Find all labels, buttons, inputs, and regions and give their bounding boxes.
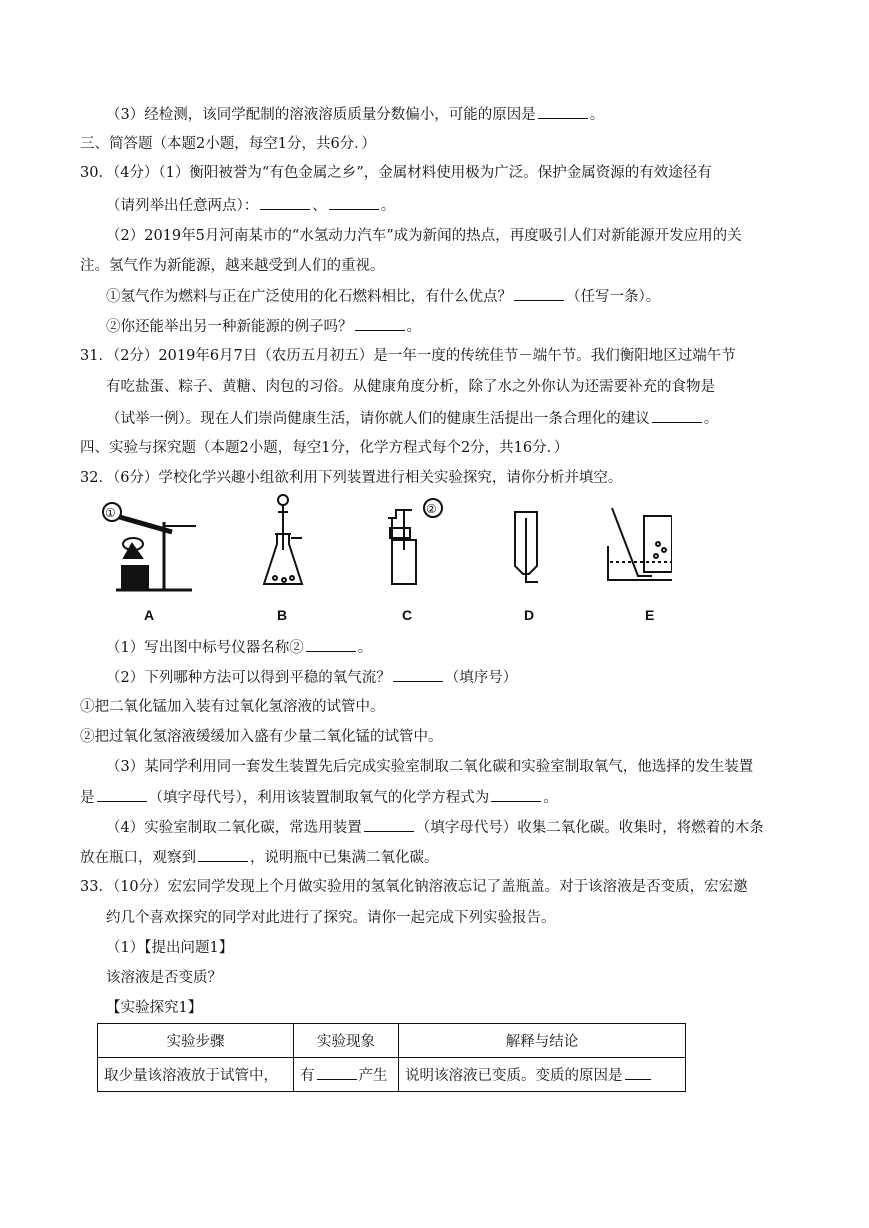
q30-line-2: （请列举出任意两点）： 、 。 — [106, 195, 395, 216]
apparatus-b — [264, 495, 302, 584]
q32-option-1: ①把二氧化锰加入装有过氧化氢溶液的试管中。 — [80, 699, 385, 715]
answer-blank[interactable] — [260, 195, 310, 210]
label-a: A — [144, 607, 155, 623]
answer-blank[interactable] — [538, 104, 588, 119]
table-header: 实验现象 — [294, 1024, 399, 1058]
table-header: 实验步骤 — [98, 1024, 294, 1058]
q30-line-5: ①氢气作为燃料与正在广泛使用的化石燃料相比，有什么优点？ （任写一条）。 — [106, 286, 660, 307]
q30-line-3: （2）2019年5月河南某市的“水氢动力汽车”成为新闻的热点，再度吸引人们对新能源开发应用的关 — [106, 228, 742, 244]
table-cell-phenomenon: 有 产生 — [294, 1058, 399, 1092]
answer-blank[interactable] — [97, 787, 147, 802]
table-cell-conclusion: 说明该溶液已变质。变质的原因是 — [399, 1058, 686, 1092]
apparatus-figure — [92, 488, 672, 628]
q32-part3-line-2: 是 （填字母代号），利用该装置制取氧气的化学方程式为 。 — [80, 787, 558, 808]
answer-blank[interactable] — [306, 637, 356, 652]
label-b: B — [277, 607, 288, 623]
answer-blank[interactable] — [329, 195, 379, 210]
q30-line-1: 30．（4分）（1）衡阳被誉为“有色金属之乡”，金属材料使用极为广泛。保护金属资源的有效途径有 — [80, 165, 712, 181]
apparatus-d — [515, 512, 538, 582]
q33-experiment-label: 【实验探究1】 — [106, 1000, 203, 1016]
answer-blank[interactable] — [198, 847, 248, 862]
q33-question: 该溶液是否变质？ — [106, 970, 222, 986]
q33-question-label: （1）【提出问题1】 — [106, 940, 234, 956]
marker-2: ② — [426, 502, 437, 516]
table-row — [98, 1058, 686, 1092]
answer-blank[interactable] — [491, 787, 541, 802]
answer-blank[interactable] — [625, 1065, 651, 1080]
q32-option-2: ②把过氧化氢溶液缓缓加入盛有少量二氧化锰的试管中。 — [80, 729, 443, 745]
q30-line-6: ②你还能举出另一种新能源的例子吗？ 。 — [106, 316, 421, 337]
table-cell-step: 取少量该溶液放于试管中， — [98, 1058, 294, 1092]
label-e: E — [645, 607, 655, 623]
q32-part2: （2）下列哪种方法可以得到平稳的氧气流？ （填序号） — [106, 667, 517, 688]
apparatus-e — [608, 508, 672, 580]
section-4-heading: 四、实验与探究题（本题2小题，每空1分，化学方程式每个2分，共16分．） — [80, 440, 569, 456]
label-c: C — [402, 607, 413, 623]
answer-blank[interactable] — [317, 1065, 357, 1080]
q32-part3-line-1: （3）某同学利用同一套发生装置先后完成实验室制取二氧化碳和实验室制取氧气，他选择的发生装置 — [106, 759, 754, 775]
apparatus-a — [103, 503, 196, 590]
answer-blank[interactable] — [364, 817, 414, 832]
q33-line-1: 33．（10分）宏宏同学发现上个月做实验用的氢氧化钠溶液忘记了盖瓶盖。对于该溶液是否变质，宏宏邀 — [80, 879, 748, 895]
q31-line-2: 有吃盐蛋、粽子、黄糖、肉包的习俗。从健康角度分析，除了水之外你认为还需要补充的食物是 — [106, 379, 715, 395]
q32-line-1: 32．（6分）学校化学兴趣小组欲利用下列装置进行相关实验探究，请你分析并填空。 — [80, 470, 623, 486]
q31-line-3: （试举一例）。现在人们崇尚健康生活，请你就人们的健康生活提出一条合理化的建议 。 — [106, 408, 718, 429]
q32-part1: （1）写出图中标号仪器名称② 。 — [106, 637, 372, 658]
label-d: D — [524, 607, 535, 623]
q32-part4-line-1: （4）实验室制取二氧化碳，常选用装置 （填字母代号）收集二氧化碳。收集时，将燃着的木条 — [106, 817, 764, 838]
q29-part3: （3）经检测，该同学配制的溶液溶质质量分数偏小，可能的原因是 。 — [106, 104, 604, 125]
answer-blank[interactable] — [514, 286, 564, 301]
answer-blank[interactable] — [393, 667, 443, 682]
table-header: 解释与结论 — [399, 1024, 686, 1058]
q32-part4-line-2: 放在瓶口，观察到 ，说明瓶中已集满二氧化碳。 — [80, 847, 439, 868]
answer-blank[interactable] — [652, 408, 702, 423]
marker-1: ① — [105, 506, 116, 520]
q33-line-2: 约几个喜欢探究的同学对此进行了探究。请你一起完成下列实验报告。 — [106, 910, 556, 926]
section-3-heading: 三、简答题（本题2小题，每空1分，共6分．） — [80, 136, 376, 152]
answer-blank[interactable] — [355, 316, 405, 331]
table-header-row — [98, 1024, 686, 1058]
q30-line-4: 注。氢气作为新能源，越来越受到人们的重视。 — [80, 258, 385, 274]
q31-line-1: 31．（2分）2019年6月7日（农历五月初五）是一年一度的传统佳节－端午节。我们衡阳地区过端午节 — [80, 348, 736, 364]
experiment-table — [97, 1023, 686, 1092]
